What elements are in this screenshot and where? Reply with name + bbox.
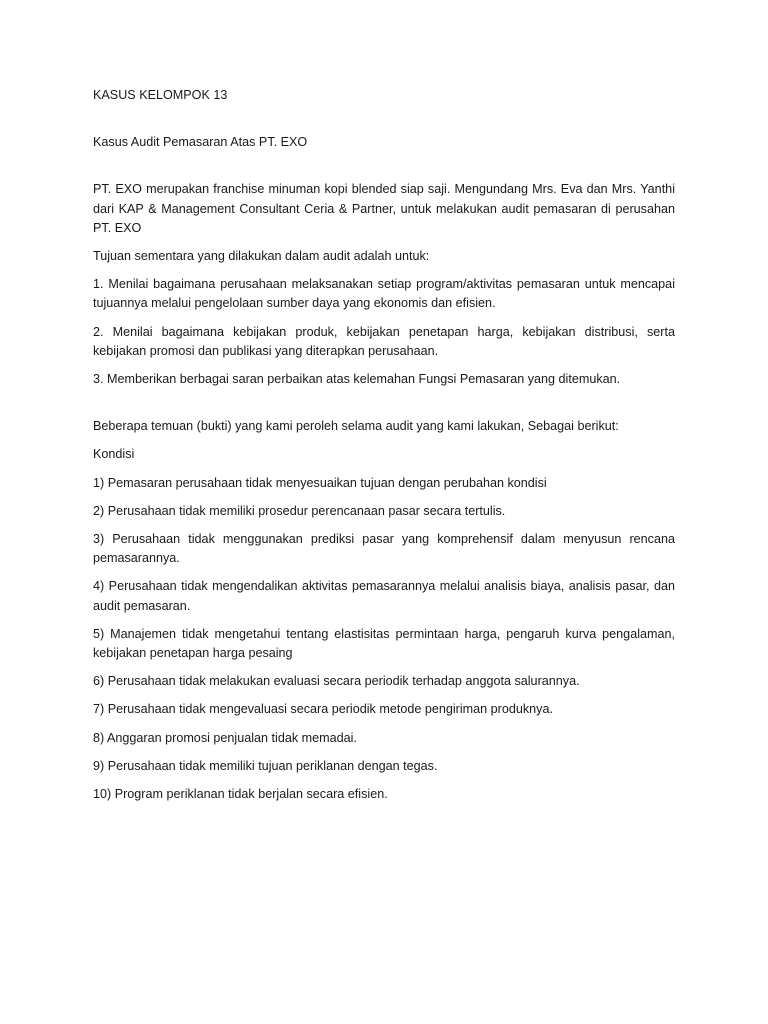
condition-item: 3) Perusahaan tidak menggunakan prediksi pasar yang komprehensif dalam menyusun rencana pemasarannya. [93,532,675,566]
objectives-lead: Tujuan sementara yang dilakukan dalam audit adalah untuk: [93,249,430,264]
condition-item: 2) Perusahaan tidak memiliki prosedur perencanaan pasar secara tertulis. [93,503,506,518]
condition-item: 7) Perusahaan tidak mengevaluasi secara periodik metode pengiriman produknya. [93,702,553,717]
objective-item: 3. Memberikan berbagai saran perbaikan atas kelemahan Fungsi Pemasaran yang ditemukan. [93,372,621,387]
condition-item: 1) Pemasaran perusahaan tidak menyesuaikan tujuan dengan perubahan kondisi [93,475,547,490]
case-title: Kasus Audit Pemasaran Atas PT. EXO [93,135,308,150]
objective-item: 1. Menilai bagaimana perusahaan melaksanakan setiap program/aktivitas pemasaran untuk mencapai tujuannya melalui pengelolaan sumber daya yang ekonomis dan efisien. [93,277,675,311]
findings-lead: Beberapa temuan (bukti) yang kami peroleh selama audit yang kami lakukan, Sebagai berikut: [93,419,619,434]
condition-item: 9) Perusahaan tidak memiliki tujuan periklanan dengan tegas. [93,758,438,773]
condition-item: 4) Perusahaan tidak mengendalikan aktivitas pemasarannya melalui analisis biaya, analisis pasar, dan audit pemasaran. [93,579,675,613]
condition-item: 5) Manajemen tidak mengetahui tentang elastisitas permintaan harga, pengaruh kurva pengalaman, kebijakan penetapan harga pesaing [93,626,675,661]
document-heading: KASUS KELOMPOK 13 [93,88,228,102]
condition-label: Kondisi [93,447,135,462]
condition-item: 10) Program periklanan tidak berjalan secara efisien. [93,787,388,802]
condition-item: 6) Perusahaan tidak melakukan evaluasi secara periodik terhadap anggota salurannya. [93,674,580,689]
intro-paragraph: PT. EXO merupakan franchise minuman kopi blended siap saji. Mengundang Mrs. Eva dan Mrs. Yanthi dari KAP & Management Consultant Ceria & Partner, untuk melakukan audit pemasaran di perusahan PT. EXO [93,182,675,235]
condition-item: 8) Anggaran promosi penjualan tidak memadai. [93,730,357,745]
objective-item: 2. Menilai bagaimana kebijakan produk, kebijakan penetapan harga, kebijakan distribusi, serta kebijakan promosi dan publikasi yang diterapkan perusahaan. [93,324,675,358]
